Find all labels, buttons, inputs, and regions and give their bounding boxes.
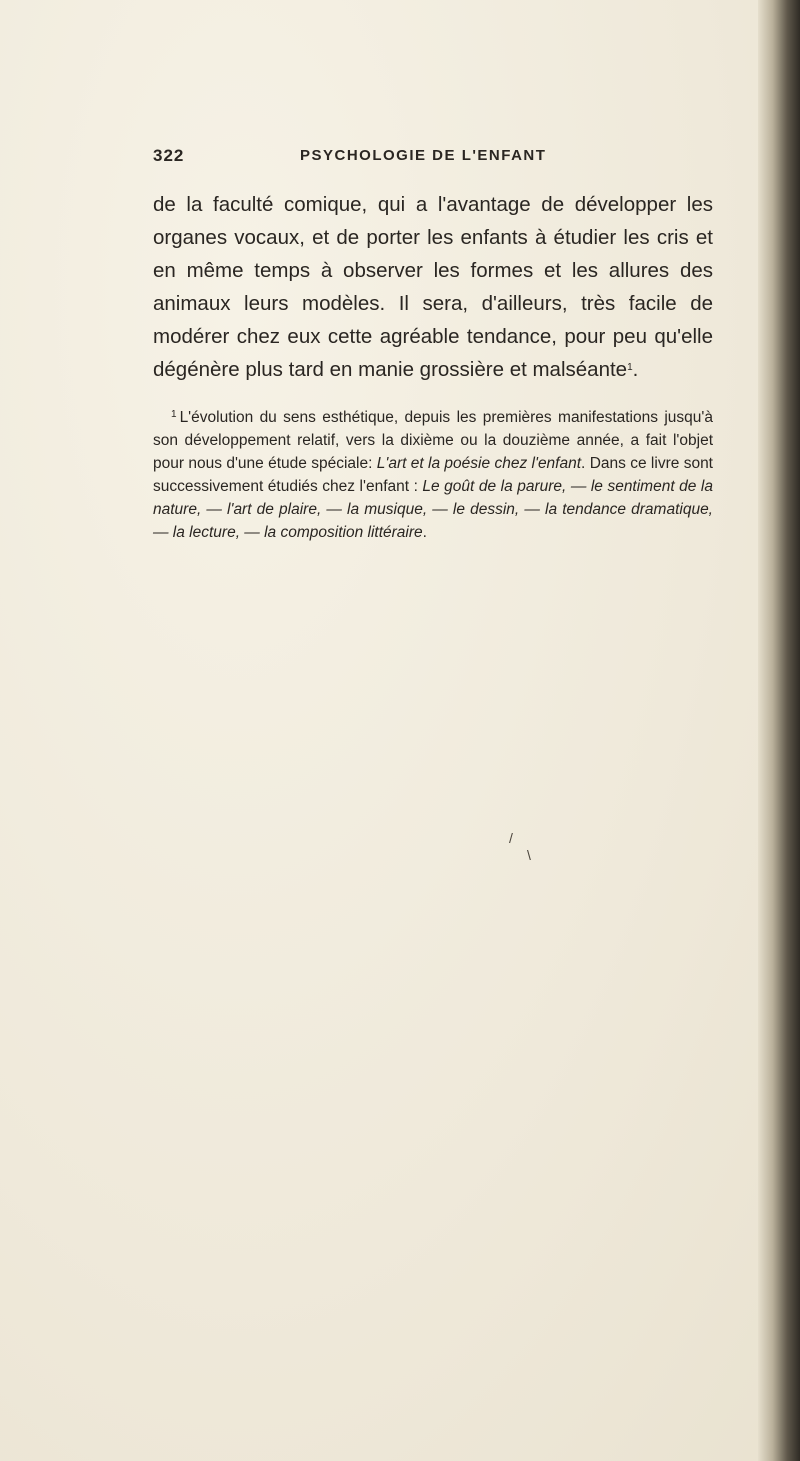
footnote-end: . [422, 524, 427, 541]
stray-mark: \ [527, 847, 531, 863]
running-head: PSYCHOLOGIE DE L'ENFANT [300, 147, 547, 164]
page-header [153, 146, 713, 172]
page-number: 322 [153, 146, 185, 165]
footnote-intro: L'évolution du sens esthétique, depuis les premières manifestations jusqu'à son développement relatif, vers la dixième ou la douzième année, a fait l'objet pour nous d'une étude spéciale: [153, 409, 713, 472]
main-paragraph [153, 188, 713, 386]
footnote-marker: 1 [171, 409, 177, 420]
footnote-book-title: L'art et la poésie chez l'enfant [376, 455, 582, 472]
footnote-topics: Le goût de la parure, — le sentiment de la nature, — l'art de plaire, — la musique, — le dessin, — la tendance dramatique, — la lecture, — la composition littéraire [153, 478, 713, 541]
stray-mark: / [509, 830, 513, 846]
footnote-reference: 1 [627, 362, 633, 373]
main-paragraph-end: . [632, 358, 639, 381]
main-paragraph-text: de la faculté comique, qui a l'avantage de développer les organes vocaux, et de porter les enfants à étudier les cris et en même temps à observer les formes et les allures des animaux leurs modèles. Il sera, d'ailleurs, très facile de modérer chez eux cette agréable tendance, pour peu qu'elle dégénère plus tard en manie grossière et malséante [153, 193, 713, 381]
footnote [153, 403, 713, 544]
footnote-middle: . Dans ce livre sont successivement étudiés chez l'enfant : [153, 455, 713, 495]
page-edge-shadow [758, 0, 800, 1461]
